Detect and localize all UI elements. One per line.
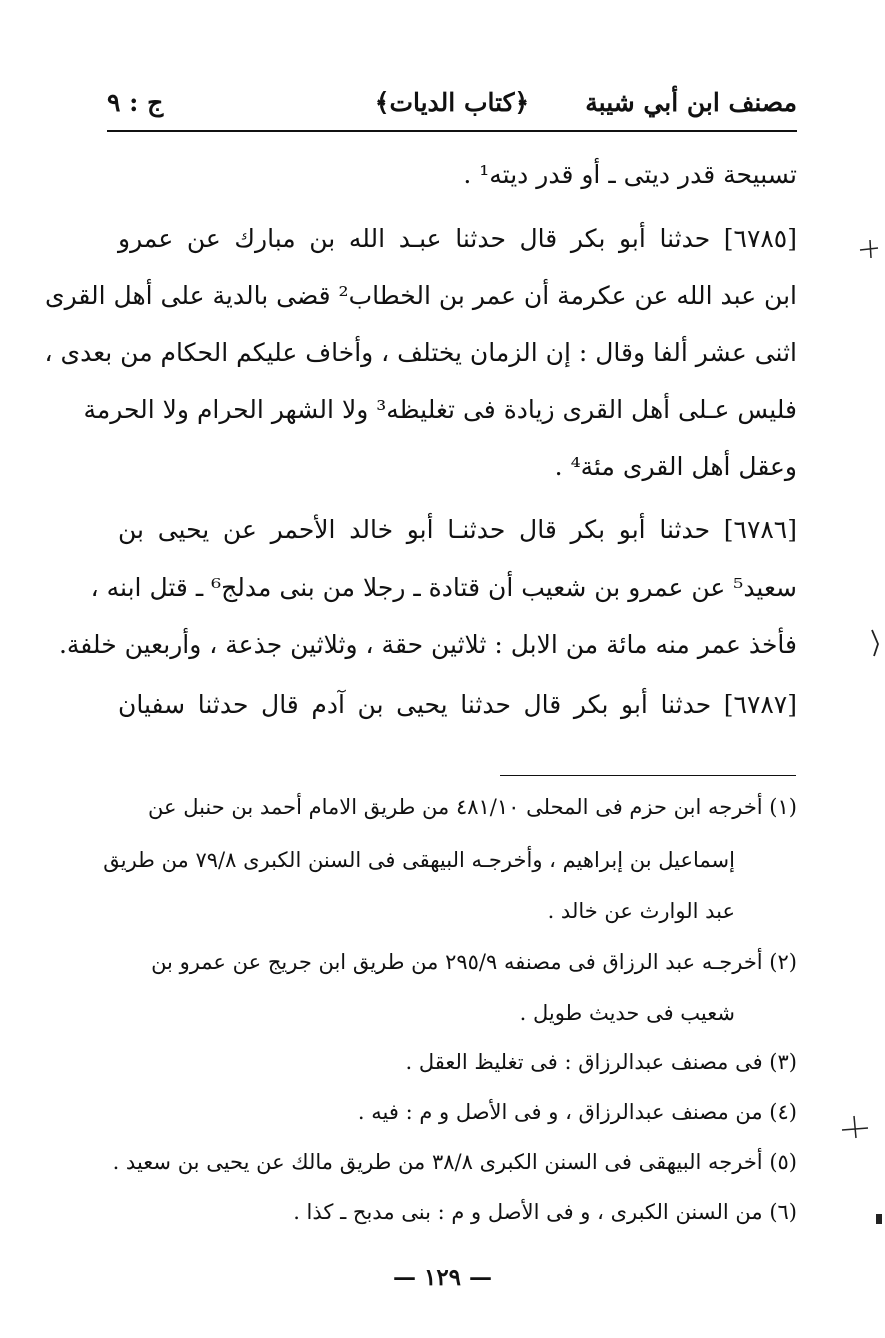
text-line-9: فأخذ عمر منه مائة من الابل : ثلاثين حقة ، وثلاثين جذعة ، وأربعين خلفة.	[58, 630, 797, 659]
text-line-7: [٦٧٨٦] حدثنا أبو بكر قال حدثنـا أبو خالد الأحمر عن يحيى بن	[118, 515, 797, 544]
text-line-3: ابن عبد الله عن عكرمة أن عمر بن الخطاب² قضى بالدية على أهل القرى	[45, 281, 797, 310]
text-line-10: [٦٧٨٧] حدثنا أبو بكر قال حدثنا يحيى بن آدم قال حدثنا سفيان	[118, 690, 797, 719]
page-header	[107, 82, 797, 124]
book-title: مصنف ابن أبي شيبة	[585, 88, 797, 117]
footnote-4: (٤) من مصنف عبدالرزاق ، و فى الأصل و م : فيه .	[357, 1100, 797, 1124]
text-line-6: وعقل أهل القرى مئة⁴ .	[554, 452, 797, 481]
footnote-rule	[500, 775, 796, 776]
text-line-8: سعيد⁵ عن عمرو بن شعيب أن قتادة ـ رجلا من بنى مدلج⁶ ـ قتل ابنه ،	[90, 573, 797, 602]
footnote-6: (٦) من السنن الكبرى ، و فى الأصل و م : بنى مدبح ـ كذا .	[293, 1200, 797, 1224]
margin-mark-2	[866, 628, 882, 658]
footnote-5: (٥) أخرجه البيهقى فى السنن الكبرى ٣٨/٨ من طريق مالك عن يحيى بن سعيد .	[112, 1150, 797, 1174]
footnote-2: (٢) أخرجـه عبد الرزاق فى مصنفه ٢٩٥/٩ من طريق ابن جريج عن عمرو بن	[151, 950, 797, 974]
footnote-3: (٣) فى مصنف عبدالرزاق : فى تغليظ العقل .	[405, 1050, 797, 1074]
margin-mark-4	[876, 1214, 882, 1224]
footnote-2-cont: شعيب فى حديث طويل .	[519, 1001, 735, 1025]
header-rule	[107, 130, 797, 132]
text-line-4: اثنى عشر ألفا وقال : إن الزمان يختلف ، وأخاف عليكم الحكام من بعدى ،	[44, 338, 797, 367]
page-number: — ١٢٩ —	[392, 1264, 493, 1291]
text-line-2: [٦٧٨٥] حدثنا أبو بكر قال حدثنا عبـد الله بن مبارك عن عمرو	[118, 224, 797, 253]
section-title: ﴿كتاب الديات﴾	[374, 88, 530, 117]
footnote-1-cont: إسماعيل بن إبراهيم ، وأخرجـه البيهقى فى السنن الكبرى ٧٩/٨ من طريق	[103, 848, 735, 872]
margin-mark-3	[840, 1110, 870, 1140]
footnote-1-cont-2: عبد الوارث عن خالد .	[547, 899, 735, 923]
footnote-1: (١) أخرجه ابن حزم فى المحلى ٤٨١/١٠ من طريق الامام أحمد بن حنبل عن	[148, 795, 797, 819]
text-line-1: تسبيحة قدر ديتى ـ أو قدر ديته¹ .	[463, 160, 797, 189]
volume-number: ج : ٩	[107, 88, 164, 117]
text-line-5: فليس عـلى أهل القرى زيادة فى تغليظه³ ولا الشهر الحرام ولا الحرمة	[83, 395, 797, 424]
margin-mark-1	[858, 236, 880, 262]
